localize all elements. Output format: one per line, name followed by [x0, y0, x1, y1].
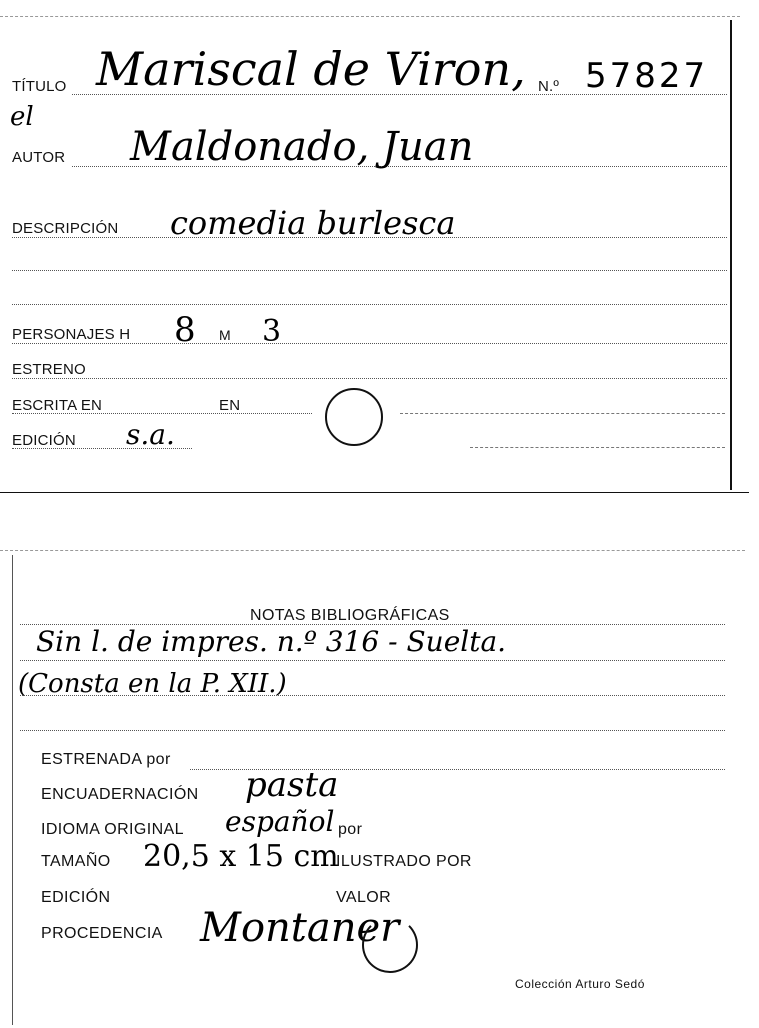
personajes-m-value: 3: [262, 314, 282, 349]
estreno-line: [12, 378, 727, 379]
catalog-card-back: [0, 545, 759, 1028]
encuadernacion-label: ENCUADERNACIÓN: [41, 786, 199, 803]
tamano-value: 20,5 x 15 cm: [143, 839, 339, 874]
punch-hole-back: [362, 917, 418, 973]
descripcion-value: comedia burlesca: [170, 204, 456, 242]
numero-value: 57827: [585, 56, 709, 96]
autor-label: AUTOR: [12, 149, 66, 166]
titulo-value: Mariscal de Viron,: [96, 42, 526, 96]
escrita-line: [12, 413, 312, 414]
estreno-label: ESTRENO: [12, 361, 86, 378]
personajes-label: PERSONAJES H: [12, 326, 131, 343]
idioma-value: español: [225, 805, 335, 838]
article-value: el: [10, 102, 34, 132]
tamano-label: TAMAÑO: [41, 853, 111, 870]
procedencia-label: PROCEDENCIA: [41, 925, 163, 942]
valor-label: VALOR: [336, 889, 392, 906]
edicion-label: EDICIÓN: [12, 432, 76, 449]
descripcion-label: DESCRIPCIÓN: [12, 220, 119, 237]
edicion-value: s.a.: [126, 418, 175, 451]
back-edicion-label: EDICIÓN: [41, 889, 111, 906]
notas-line-2: [20, 660, 725, 661]
notas-line1-text: Sin l. de impres. n.º 316 - Suelta.: [36, 625, 507, 658]
card-right-border: [730, 20, 732, 490]
punch-hole-front: [325, 388, 383, 446]
personajes-line: [12, 343, 727, 344]
escrita-label: ESCRITA EN: [12, 397, 103, 414]
estrenada-label: ESTRENADA por: [41, 751, 171, 768]
card-bottom-border: [0, 492, 749, 493]
notas-line2-text: (Consta en la P. XII.): [18, 669, 287, 699]
idioma-label: IDIOMA ORIGINAL: [41, 821, 184, 838]
procedencia-value: Montaner: [200, 905, 400, 951]
escrita-en-label: EN: [219, 397, 241, 414]
titulo-label: TÍTULO: [12, 78, 67, 95]
card-top-edge: [0, 16, 740, 17]
ilustrado-label: ILUSTRADO POR: [336, 853, 472, 870]
notas-title: NOTAS BIBLIOGRÁFICAS: [250, 607, 450, 624]
back-card-left-border: [12, 555, 13, 1025]
catalog-card-front: [0, 0, 759, 495]
descripcion-line-3: [12, 304, 727, 305]
autor-value: Maldonado, Juan: [130, 124, 474, 170]
idioma-por-label: por: [338, 821, 363, 838]
numero-label: N.º: [538, 78, 560, 95]
personajes-h-value: 8: [174, 310, 196, 350]
descripcion-line-2: [12, 270, 727, 271]
notas-line-4: [20, 730, 725, 731]
notas-line-3: [20, 695, 725, 696]
escrita-en-line: [400, 413, 725, 414]
encuadernacion-value: pasta: [245, 765, 339, 805]
coleccion-stamp: Colección Arturo Sedó: [515, 977, 645, 991]
personajes-m-label: M: [219, 327, 231, 343]
back-card-top-edge: [0, 550, 745, 551]
edicion-line-right: [470, 447, 725, 448]
